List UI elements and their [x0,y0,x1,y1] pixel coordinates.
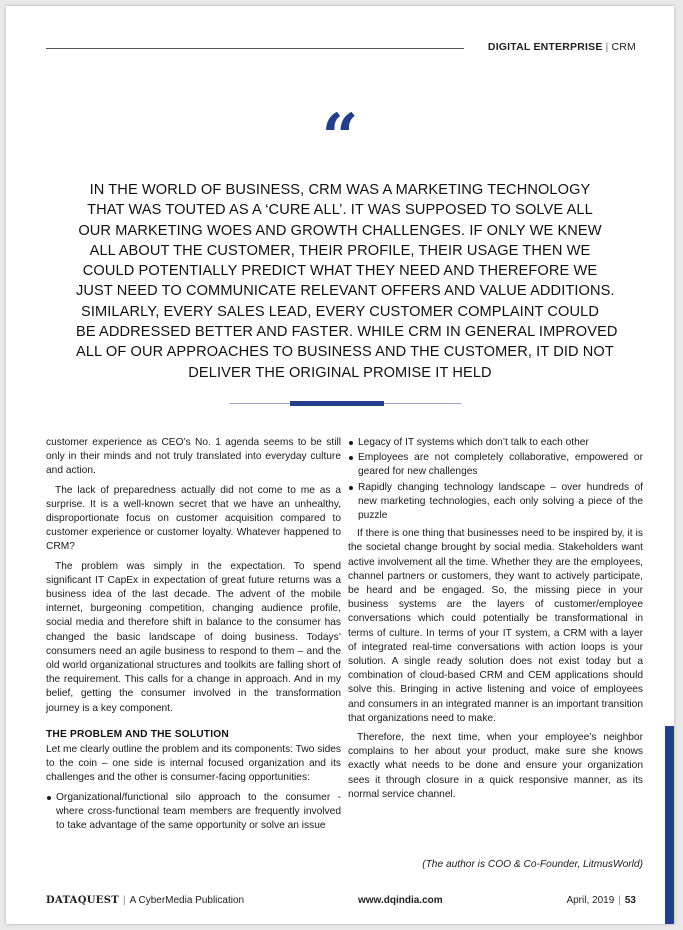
pull-quote-line: COULD POTENTIALLY PREDICT WHAT THEY NEED AND THEREFORE WE [82,263,598,280]
bullet-list [348,436,643,523]
issue-date: April, 2019 [566,895,615,906]
pull-quote [76,180,618,383]
footer-separator: | [122,895,126,906]
author-byline: (The author is COO & Co-Founder, LitmusWorld) [422,859,643,870]
footer-separator: | [618,895,621,906]
pull-quote-line: DELIVER THE ORIGINAL PROMISE IT HELD [188,364,492,381]
footer-publication [46,895,244,906]
magazine-name: DATAQUEST [46,895,119,906]
paragraph: customer experience as CEO’s No. 1 agenda seems to be still only in their minds and not truly translated into everyday culture and action. [46,437,341,477]
quote-mark-icon: “ [321,100,359,175]
pull-quote-line: SIMILARLY, EVERY SALES LEAD, EVERY CUSTOMER COMPLAINT COULD [81,303,599,320]
pull-quote-line: ALL ABOUT THE CUSTOMER, THEIR PROFILE, THEIR USAGE THEN WE [89,242,591,259]
bullet-item: Employees are not completely collaborative, empowered or geared for new challenges [348,451,643,479]
section-label [488,41,636,53]
paragraph: Therefore, the next time, when your employee’s neighbor complains to her about your product, make sure she knows exactly what needs to be done and ensure your organization sees it through closure in a quick responsive manner, as its normal service channel. [348,732,643,800]
page-number: 53 [624,895,636,906]
right-column [348,436,643,807]
section-separator: | [605,41,609,53]
paragraph: If there is one thing that businesses need to be inspired by, it is the societal change brought by social media. Stakeholders want active involvement all the time. Whether they are the employees, channel partners or customers, they want to actively participate, be heard and be engaged. So, the missing piece in your business systems are the layers of customer/employee conversations which could potentially be transformational in terms of culture. In terms of your IT system, a CRM with a layer of integrated real-time conversations with action loops is your solution. A single ready solution does not exist today but a combination of cloud-based CRM and CEM applications should solve this. Bringing in active listening and voice of employees and consumers in an integrated manner is an important transition that organizations need to make. [348,528,643,724]
side-color-tab [665,726,674,924]
bullet-item: Legacy of IT systems which don’t talk to each other [348,436,643,450]
pull-quote-line: IN THE WORLD OF BUSINESS, CRM WAS A MARKETING TECHNOLOGY [89,182,591,198]
publisher-name: A CyberMedia Publication [129,895,245,906]
left-column [46,436,341,837]
header-rule [46,48,464,49]
pull-quote-line: BE ADDRESSED BETTER AND FASTER. WHILE CRM IN GENERAL IMPROVED [76,324,618,341]
paragraph: The lack of preparedness actually did not come to me as a surprise. It is a well-known secret that we have an unhealthy, disproportionate focus on customer acquisition compared to customer experience or customer loyalty. Whatever happened to CRM? [46,484,341,553]
footer-url-link[interactable]: www.dqindia.com [358,895,443,906]
bullet-list [46,791,341,834]
section-heading: THE PROBLEM AND THE SOLUTION [46,728,229,740]
pull-quote-line: THAT WAS TOUTED AS A ‘CURE ALL’. IT WAS SUPPOSED TO SOLVE ALL [87,202,593,219]
paragraph: Let me clearly outline the problem and its components: Two sides to the coin – one side is internal focused organization and its challenges and the other is consumer-facing opportunities: [46,744,341,784]
subsection-name: CRM [611,41,636,53]
bullet-item: Organizational/functional silo approach to the consumer - where cross-functional team members are frequently involved to take advantage of the same opportunity or solve an issue [46,791,341,834]
magazine-page [6,6,674,924]
quote-divider-bar [290,401,384,406]
pull-quote-line: JUST NEED TO COMMUNICATE RELEVANT OFFERS AND VALUE ADDITIONS. [76,283,615,300]
paragraph: The problem was simply in the expectation. To spend significant IT CapEx in expectation of great future returns was a business idea of the last decade. The advent of the mobile internet, burgeoning competition, changing audience profile, social media and therefore shift in balance to the consumer has changed the basic landscape of doing business. Todays’ consumers need an agile business to respond to them – and the old world organizational structures and toolkits are falling short of the requirement. This calls for a change in approach. And in my belief, getting the consumer involved in the transformation journey is a key component. [46,560,341,714]
section-name: DIGITAL ENTERPRISE [487,41,603,53]
bullet-item: Rapidly changing technology landscape – over hundreds of new marketing technologies, each only solving a piece of the puzzle [348,481,643,524]
pull-quote-line: OUR MARKETING WOES AND GROWTH CHALLENGES. IF ONLY WE KNEW [78,222,602,239]
footer-date-page [566,895,636,906]
pull-quote-line: ALL OF OUR APPROACHES TO BUSINESS AND THE CUSTOMER, IT DID NOT [76,344,614,361]
